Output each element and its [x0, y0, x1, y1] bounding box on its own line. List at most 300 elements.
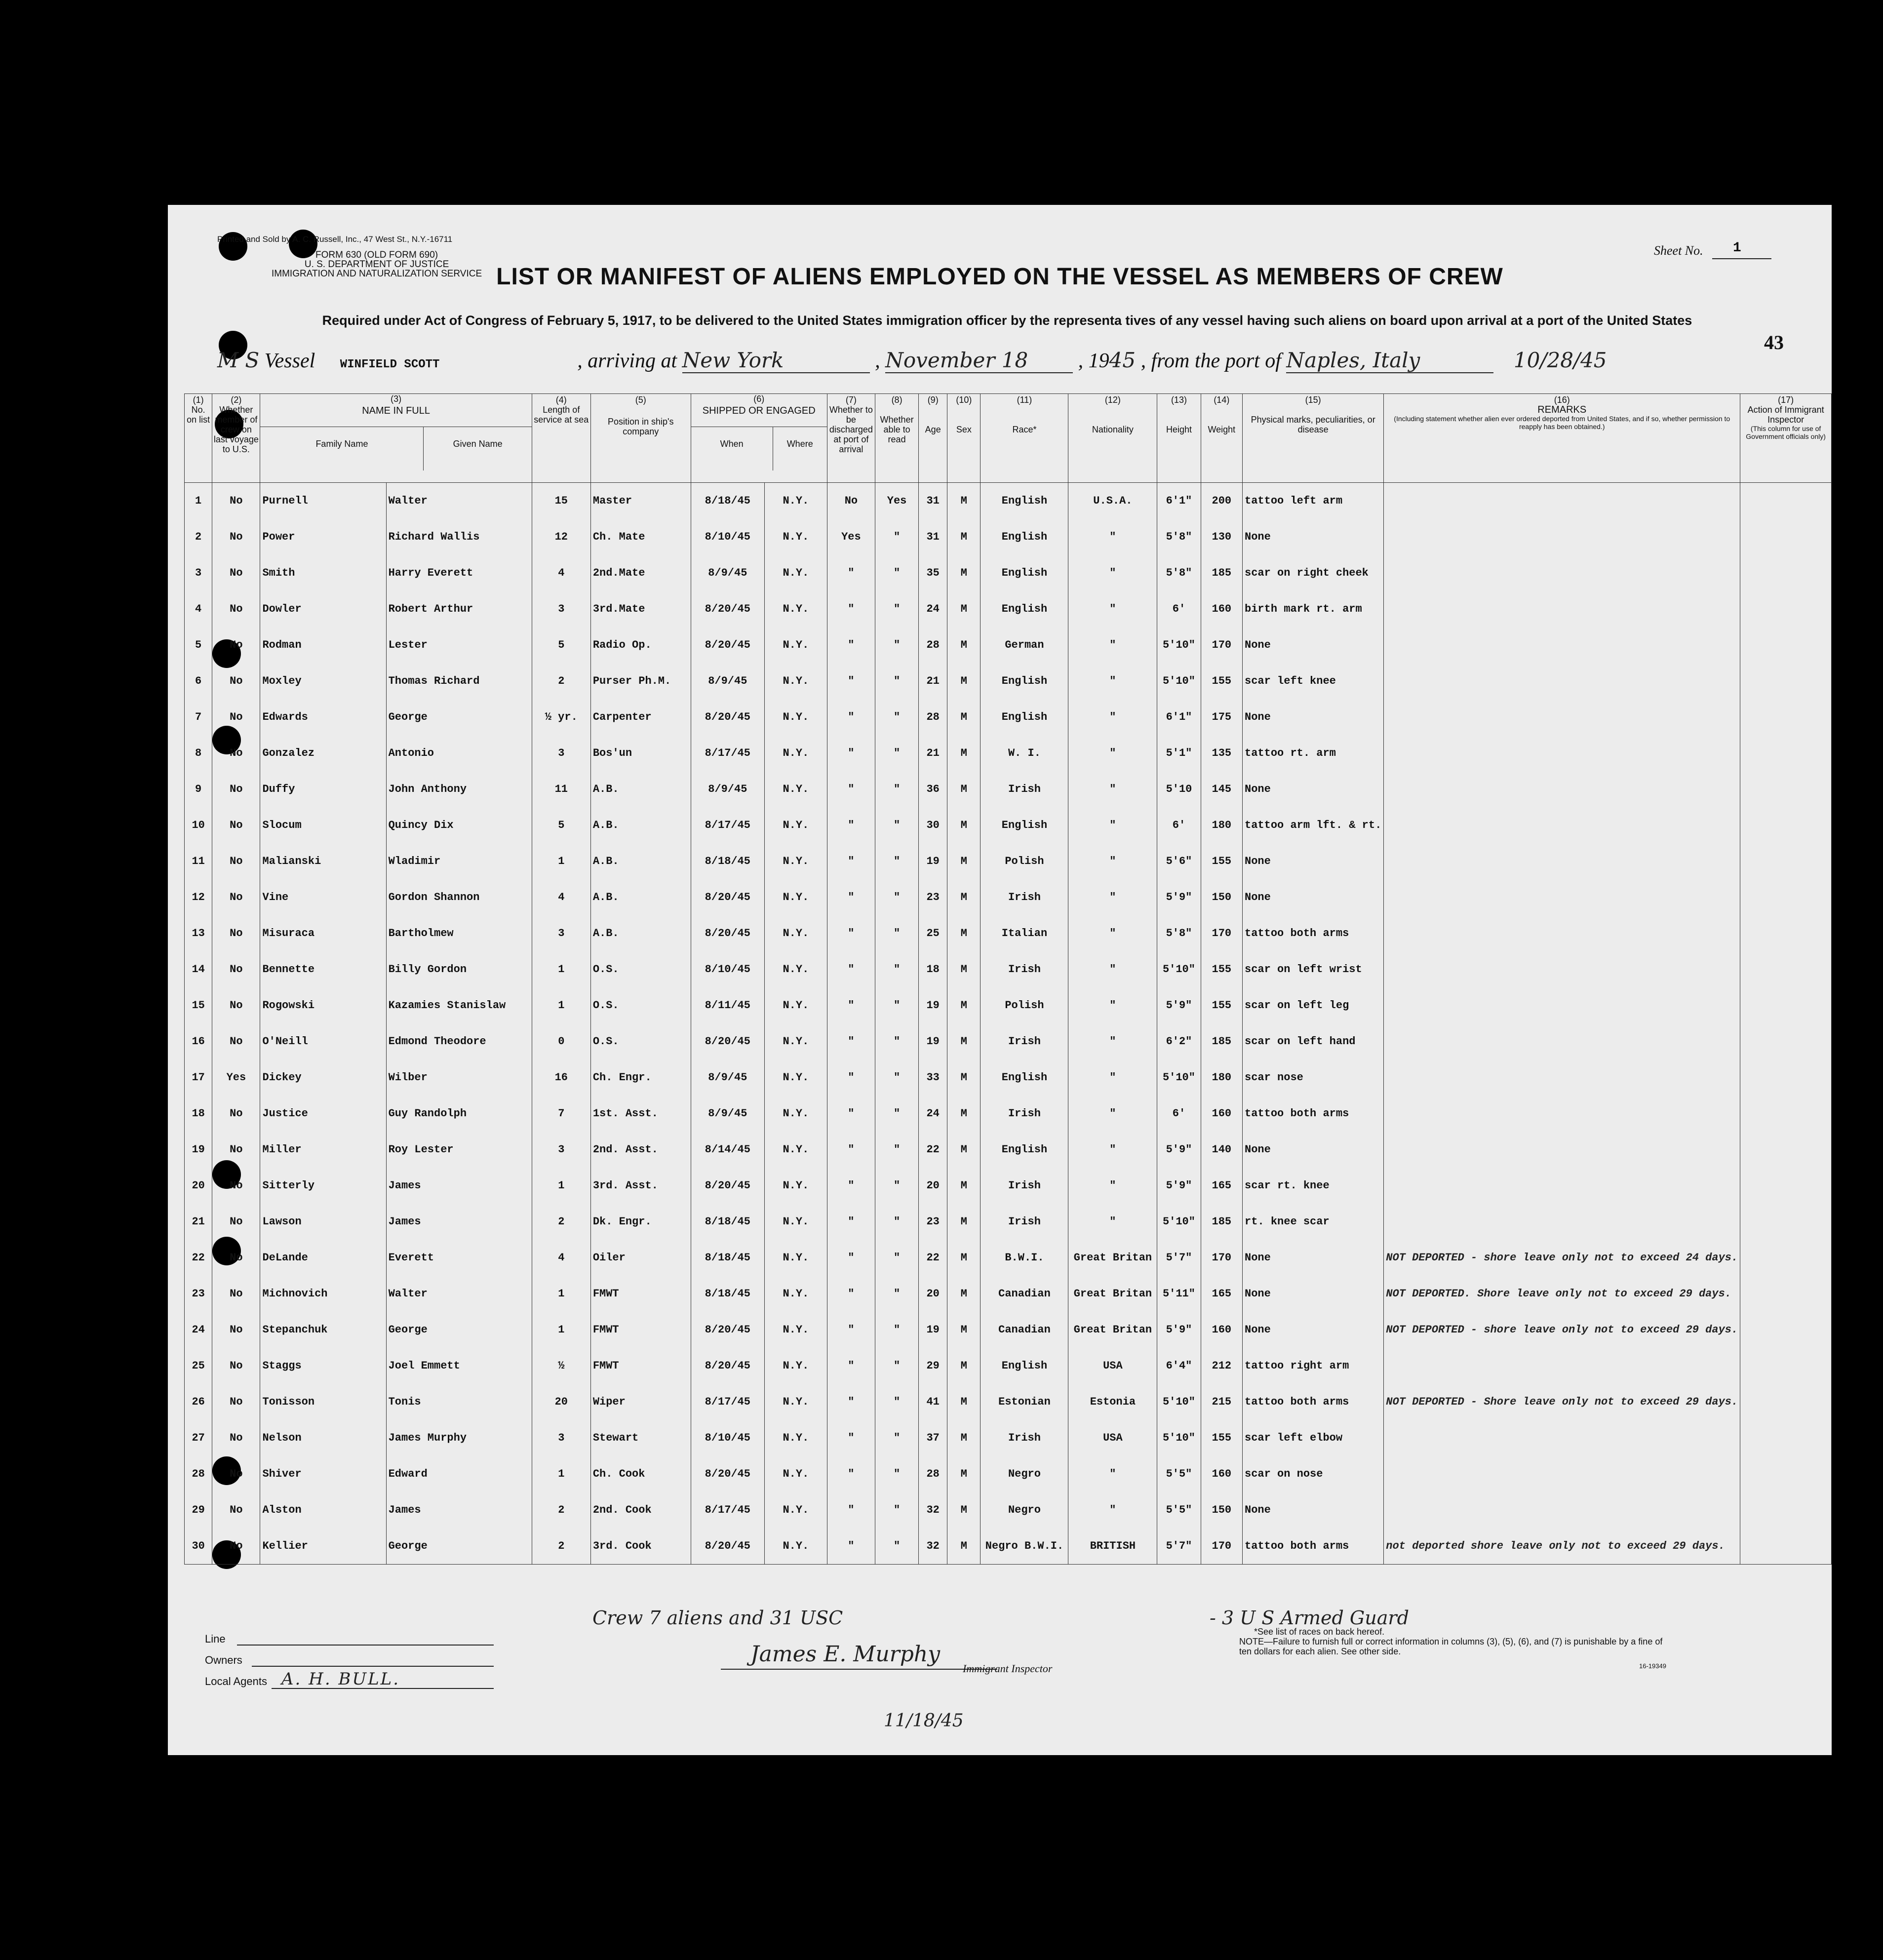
discharge-flag: ": [827, 1204, 875, 1240]
service-name: IMMIGRATION AND NATURALIZATION SERVICE: [272, 269, 482, 279]
inspector-action: [1740, 1348, 1832, 1384]
position: Master: [590, 483, 691, 519]
nationality: ": [1068, 555, 1157, 591]
page-number: 43: [1764, 331, 1784, 353]
inspector-action: [1740, 915, 1832, 951]
read-flag: ": [875, 1276, 919, 1312]
inspector-action: [1740, 1456, 1832, 1492]
position: Ch. Mate: [590, 519, 691, 555]
table-row: [185, 1096, 1832, 1132]
physical-marks: None: [1243, 1312, 1384, 1348]
line-label: Line: [205, 1633, 226, 1645]
col6-header: (6) SHIPPED OR ENGAGED When Where: [691, 394, 827, 483]
sex: M: [947, 1204, 981, 1240]
sex: M: [947, 627, 981, 663]
crew-member-flag: No: [212, 1276, 260, 1312]
row-number: 12: [185, 879, 212, 915]
given-name: Thomas Richard: [386, 663, 532, 699]
sex: M: [947, 951, 981, 987]
nationality: ": [1068, 663, 1157, 699]
height: 5'9": [1157, 1132, 1201, 1168]
race: Negro B.W.I.: [981, 1528, 1068, 1565]
remarks: [1384, 1348, 1740, 1384]
where-header: Where: [786, 439, 813, 449]
given-name: Everett: [386, 1240, 532, 1276]
crew-member-flag: No: [212, 915, 260, 951]
read-flag: ": [875, 879, 919, 915]
inspector-action: [1740, 951, 1832, 987]
crew-rows: [185, 483, 1832, 1565]
remarks: [1384, 1420, 1740, 1456]
read-flag: ": [875, 735, 919, 771]
row-number: 27: [185, 1420, 212, 1456]
given-name: Edmond Theodore: [386, 1023, 532, 1059]
read-flag: ": [875, 555, 919, 591]
family-name: Staggs: [260, 1348, 386, 1384]
read-flag: Yes: [875, 483, 919, 519]
nationality: ": [1068, 699, 1157, 735]
row-number: 2: [185, 519, 212, 555]
discharge-flag: ": [827, 1456, 875, 1492]
from-label: , from the port of: [1140, 350, 1281, 372]
departure-date: 10/28/45: [1513, 348, 1607, 372]
shipped-date: 8/20/45: [691, 879, 764, 915]
shipped-place: N.Y.: [764, 735, 827, 771]
physical-marks: tattoo arm lft. & rt.: [1243, 807, 1384, 843]
shipped-place: N.Y.: [764, 519, 827, 555]
row-number: 20: [185, 1168, 212, 1204]
height: 5'7": [1157, 1528, 1201, 1565]
races-note: *See list of races on back hereof.: [1254, 1627, 1385, 1637]
row-number: 8: [185, 735, 212, 771]
inspector-action: [1740, 627, 1832, 663]
race: Irish: [981, 1168, 1068, 1204]
age: 19: [919, 843, 947, 879]
service-length: 5: [532, 627, 590, 663]
remarks: [1384, 1096, 1740, 1132]
weight: 170: [1201, 915, 1242, 951]
sex: M: [947, 663, 981, 699]
shipped-date: 8/18/45: [691, 1204, 764, 1240]
race: Italian: [981, 915, 1068, 951]
position: 3rd. Asst.: [590, 1168, 691, 1204]
col3-header: (3) NAME IN FULL Family Name Given Name: [260, 394, 532, 483]
position: 2nd. Cook: [590, 1492, 691, 1528]
service-length: 15: [532, 483, 590, 519]
nationality: ": [1068, 1492, 1157, 1528]
crew-member-flag: No: [212, 807, 260, 843]
given-name: George: [386, 1528, 532, 1565]
inspector-action: [1740, 1132, 1832, 1168]
inspector-action: [1740, 771, 1832, 807]
family-name: Gonzalez: [260, 735, 386, 771]
discharge-flag: ": [827, 627, 875, 663]
agents-label: Local Agents: [205, 1675, 267, 1687]
table-row: [185, 1168, 1832, 1204]
table-row: [185, 735, 1832, 771]
given-name: James: [386, 1204, 532, 1240]
physical-marks: tattoo both arms: [1243, 1528, 1384, 1565]
age: 29: [919, 1348, 947, 1384]
height: 5'10": [1157, 1204, 1201, 1240]
physical-marks: tattoo rt. arm: [1243, 735, 1384, 771]
agents-value: A. H. BULL.: [281, 1669, 400, 1689]
remarks: [1384, 555, 1740, 591]
nationality: ": [1068, 1456, 1157, 1492]
height: 5'10": [1157, 1059, 1201, 1096]
family-name: Misuraca: [260, 915, 386, 951]
discharge-flag: ": [827, 591, 875, 627]
service-length: 3: [532, 735, 590, 771]
discharge-flag: ": [827, 807, 875, 843]
crew-member-flag: No: [212, 1168, 260, 1204]
shipped-place: N.Y.: [764, 591, 827, 627]
race: Irish: [981, 1096, 1068, 1132]
row-number: 1: [185, 483, 212, 519]
table-row: [185, 1240, 1832, 1276]
shipped-place: N.Y.: [764, 1168, 827, 1204]
read-flag: ": [875, 1492, 919, 1528]
race: Canadian: [981, 1312, 1068, 1348]
given-name-header: Given Name: [453, 439, 503, 449]
weight: 180: [1201, 807, 1242, 843]
family-name: Power: [260, 519, 386, 555]
shipped-date: 8/10/45: [691, 951, 764, 987]
race: English: [981, 555, 1068, 591]
inspector-action: [1740, 1204, 1832, 1240]
family-name: Rodman: [260, 627, 386, 663]
sex: M: [947, 879, 981, 915]
crew-member-flag: No: [212, 843, 260, 879]
sex: M: [947, 591, 981, 627]
shipped-place: N.Y.: [764, 807, 827, 843]
sex: M: [947, 1384, 981, 1420]
position: A.B.: [590, 879, 691, 915]
shipped-date: 8/17/45: [691, 1384, 764, 1420]
given-name: Walter: [386, 483, 532, 519]
discharge-flag: ": [827, 1384, 875, 1420]
shipped-date: 8/20/45: [691, 1348, 764, 1384]
read-flag: ": [875, 1204, 919, 1240]
col13-header: (13) Height: [1157, 394, 1201, 483]
col11-header: (11) Race*: [981, 394, 1068, 483]
table-row: [185, 1492, 1832, 1528]
nationality: USA: [1068, 1348, 1157, 1384]
page-subtitle: Required under Act of Congress of February 5, 1917, to be delivered to the United States immigration officer by the representa tives of any vessel having such aliens on board upon arrival at a port of the United States: [322, 313, 1692, 328]
sex: M: [947, 1096, 981, 1132]
race: W. I.: [981, 735, 1068, 771]
age: 31: [919, 519, 947, 555]
shipped-date: 8/18/45: [691, 483, 764, 519]
arriving-label: , arriving at: [577, 350, 677, 372]
given-name: Gordon Shannon: [386, 879, 532, 915]
given-name: George: [386, 1312, 532, 1348]
table-row: [185, 987, 1832, 1023]
sex: M: [947, 1023, 981, 1059]
vessel-name: WINFIELD SCOTT: [340, 358, 440, 371]
race: English: [981, 1132, 1068, 1168]
shipped-place: N.Y.: [764, 771, 827, 807]
nationality: ": [1068, 915, 1157, 951]
height: 5'9": [1157, 879, 1201, 915]
age: 36: [919, 771, 947, 807]
height: 5'8": [1157, 915, 1201, 951]
height: 5'10": [1157, 663, 1201, 699]
remarks: NOT DEPORTED - shore leave only not to exceed 29 days.: [1384, 1312, 1740, 1348]
family-name: Edwards: [260, 699, 386, 735]
discharge-flag: ": [827, 1132, 875, 1168]
age: 24: [919, 1096, 947, 1132]
age: 21: [919, 735, 947, 771]
sex: M: [947, 987, 981, 1023]
physical-marks: None: [1243, 627, 1384, 663]
height: 5'5": [1157, 1492, 1201, 1528]
position: O.S.: [590, 987, 691, 1023]
age: 20: [919, 1276, 947, 1312]
age: 22: [919, 1132, 947, 1168]
physical-marks: scar on left wrist: [1243, 951, 1384, 987]
crew-member-flag: No: [212, 1384, 260, 1420]
inspector-action: [1740, 699, 1832, 735]
height: 6'1": [1157, 483, 1201, 519]
service-length: ½ yr.: [532, 699, 590, 735]
weight: 185: [1201, 555, 1242, 591]
nationality: U.S.A.: [1068, 483, 1157, 519]
col8-header: (8) Whether able to read: [875, 394, 919, 483]
age: 20: [919, 1168, 947, 1204]
remarks: [1384, 627, 1740, 663]
crew-member-flag: No: [212, 1096, 260, 1132]
shipped-date: 8/20/45: [691, 699, 764, 735]
position: Purser Ph.M.: [590, 663, 691, 699]
crew-member-flag: No: [212, 663, 260, 699]
shipped-place: N.Y.: [764, 951, 827, 987]
physical-marks: None: [1243, 771, 1384, 807]
age: 19: [919, 987, 947, 1023]
row-number: 15: [185, 987, 212, 1023]
inspector-action: [1740, 1240, 1832, 1276]
table-row: [185, 555, 1832, 591]
given-name: Richard Wallis: [386, 519, 532, 555]
nationality: Great Britan: [1068, 1240, 1157, 1276]
position: 2nd. Asst.: [590, 1132, 691, 1168]
crew-member-flag: No: [212, 1132, 260, 1168]
remarks: [1384, 1132, 1740, 1168]
inspector-action: [1740, 1059, 1832, 1096]
remarks: [1384, 483, 1740, 519]
sex: M: [947, 771, 981, 807]
discharge-flag: ": [827, 1312, 875, 1348]
position: FMWT: [590, 1348, 691, 1384]
physical-marks: scar left knee: [1243, 663, 1384, 699]
shipped-place: N.Y.: [764, 1492, 827, 1528]
physical-marks: None: [1243, 699, 1384, 735]
inspector-label: Immigrant Inspector: [963, 1662, 1053, 1675]
height: 5'1": [1157, 735, 1201, 771]
given-name: James: [386, 1492, 532, 1528]
weight: 160: [1201, 1096, 1242, 1132]
family-name: Stepanchuk: [260, 1312, 386, 1348]
physical-marks: None: [1243, 1492, 1384, 1528]
age: 32: [919, 1492, 947, 1528]
weight: 130: [1201, 519, 1242, 555]
manifest-sheet: [168, 205, 1832, 1755]
table-row: [185, 1276, 1832, 1312]
sex: M: [947, 555, 981, 591]
nationality: Estonia: [1068, 1384, 1157, 1420]
shipped-place: N.Y.: [764, 1348, 827, 1384]
inspector-action: [1740, 591, 1832, 627]
position: Stewart: [590, 1420, 691, 1456]
given-name: Wilber: [386, 1059, 532, 1096]
row-number: 18: [185, 1096, 212, 1132]
read-flag: ": [875, 663, 919, 699]
crew-table: [184, 393, 1832, 1565]
remarks: [1384, 843, 1740, 879]
read-flag: ": [875, 807, 919, 843]
remarks: [1384, 1204, 1740, 1240]
race: English: [981, 699, 1068, 735]
race: Polish: [981, 987, 1068, 1023]
service-length: 0: [532, 1023, 590, 1059]
race: English: [981, 483, 1068, 519]
service-length: 4: [532, 555, 590, 591]
col9-header: (9) Age: [919, 394, 947, 483]
given-name: Edward: [386, 1456, 532, 1492]
shipped-date: 8/18/45: [691, 843, 764, 879]
sex: M: [947, 1456, 981, 1492]
physical-marks: scar nose: [1243, 1059, 1384, 1096]
age: 25: [919, 915, 947, 951]
inspector-action: [1740, 1528, 1832, 1565]
race: Irish: [981, 1023, 1068, 1059]
age: 37: [919, 1420, 947, 1456]
shipped-date: 8/9/45: [691, 1096, 764, 1132]
remarks: [1384, 915, 1740, 951]
table-row: [185, 1059, 1832, 1096]
table-row: [185, 699, 1832, 735]
position: Dk. Engr.: [590, 1204, 691, 1240]
nationality: USA: [1068, 1420, 1157, 1456]
service-length: 3: [532, 591, 590, 627]
crew-member-flag: No: [212, 591, 260, 627]
shipped-place: N.Y.: [764, 1276, 827, 1312]
age: 23: [919, 1204, 947, 1240]
shipped-place: N.Y.: [764, 699, 827, 735]
service-length: 3: [532, 1420, 590, 1456]
shipped-place: N.Y.: [764, 987, 827, 1023]
service-length: 2: [532, 1528, 590, 1565]
age: 19: [919, 1023, 947, 1059]
sex: M: [947, 1276, 981, 1312]
shipped-date: 8/10/45: [691, 1420, 764, 1456]
service-length: 3: [532, 915, 590, 951]
crew-member-flag: No: [212, 1528, 260, 1565]
service-length: 1: [532, 1168, 590, 1204]
read-flag: ": [875, 1059, 919, 1096]
read-flag: ": [875, 1096, 919, 1132]
row-number: 3: [185, 555, 212, 591]
height: 5'10": [1157, 951, 1201, 987]
crew-member-flag: No: [212, 699, 260, 735]
read-flag: ": [875, 1168, 919, 1204]
table-row: [185, 1023, 1832, 1059]
weight: 180: [1201, 1059, 1242, 1096]
position: Carpenter: [590, 699, 691, 735]
nationality: ": [1068, 1096, 1157, 1132]
race: German: [981, 627, 1068, 663]
read-flag: ": [875, 843, 919, 879]
given-name: John Anthony: [386, 771, 532, 807]
weight: 155: [1201, 843, 1242, 879]
row-number: 28: [185, 1456, 212, 1492]
sex: M: [947, 1168, 981, 1204]
weight: 165: [1201, 1276, 1242, 1312]
crew-member-flag: No: [212, 519, 260, 555]
given-name: Joel Emmett: [386, 1348, 532, 1384]
height: 6'1": [1157, 699, 1201, 735]
height: 5'10": [1157, 1384, 1201, 1420]
weight: 145: [1201, 771, 1242, 807]
read-flag: ": [875, 987, 919, 1023]
shipped-place: N.Y.: [764, 627, 827, 663]
shipped-place: N.Y.: [764, 915, 827, 951]
shipped-place: N.Y.: [764, 1312, 827, 1348]
nationality: ": [1068, 1132, 1157, 1168]
table-row: [185, 1528, 1832, 1565]
discharge-flag: ": [827, 1059, 875, 1096]
read-flag: ": [875, 1528, 919, 1565]
position: FMWT: [590, 1312, 691, 1348]
family-name: Michnovich: [260, 1276, 386, 1312]
col2-header: (2) Whether member of crew on last voyage to U.S.: [212, 394, 260, 483]
row-number: 26: [185, 1384, 212, 1420]
shipped-date: 8/17/45: [691, 735, 764, 771]
sheet-label: Sheet No.: [1654, 243, 1703, 258]
read-flag: ": [875, 1312, 919, 1348]
remarks: [1384, 1023, 1740, 1059]
discharge-flag: ": [827, 915, 875, 951]
weight: 160: [1201, 1456, 1242, 1492]
form-number: FORM 630 (OLD FORM 690): [315, 250, 438, 260]
inspector-action: [1740, 483, 1832, 519]
race: English: [981, 1348, 1068, 1384]
nationality: Great Britan: [1068, 1276, 1157, 1312]
given-name: Robert Arthur: [386, 591, 532, 627]
discharge-flag: ": [827, 1492, 875, 1528]
age: 22: [919, 1240, 947, 1276]
sex: M: [947, 1492, 981, 1528]
discharge-flag: ": [827, 699, 875, 735]
crew-member-flag: No: [212, 483, 260, 519]
height: 5'10": [1157, 1420, 1201, 1456]
family-name: Moxley: [260, 663, 386, 699]
given-name: Lester: [386, 627, 532, 663]
discharge-flag: ": [827, 1528, 875, 1565]
service-length: 5: [532, 807, 590, 843]
age: 23: [919, 879, 947, 915]
when-header: When: [691, 427, 773, 470]
age: 28: [919, 627, 947, 663]
remarks: [1384, 735, 1740, 771]
col16-header: (16) REMARKS (Including statement whether alien ever ordered deported from United States, and if so, whether permission to reapply has been obtained.): [1384, 394, 1740, 483]
read-flag: ": [875, 1456, 919, 1492]
given-name: Guy Randolph: [386, 1096, 532, 1132]
age: 31: [919, 483, 947, 519]
family-name: Lawson: [260, 1204, 386, 1240]
height: 6': [1157, 591, 1201, 627]
sex: M: [947, 1348, 981, 1384]
